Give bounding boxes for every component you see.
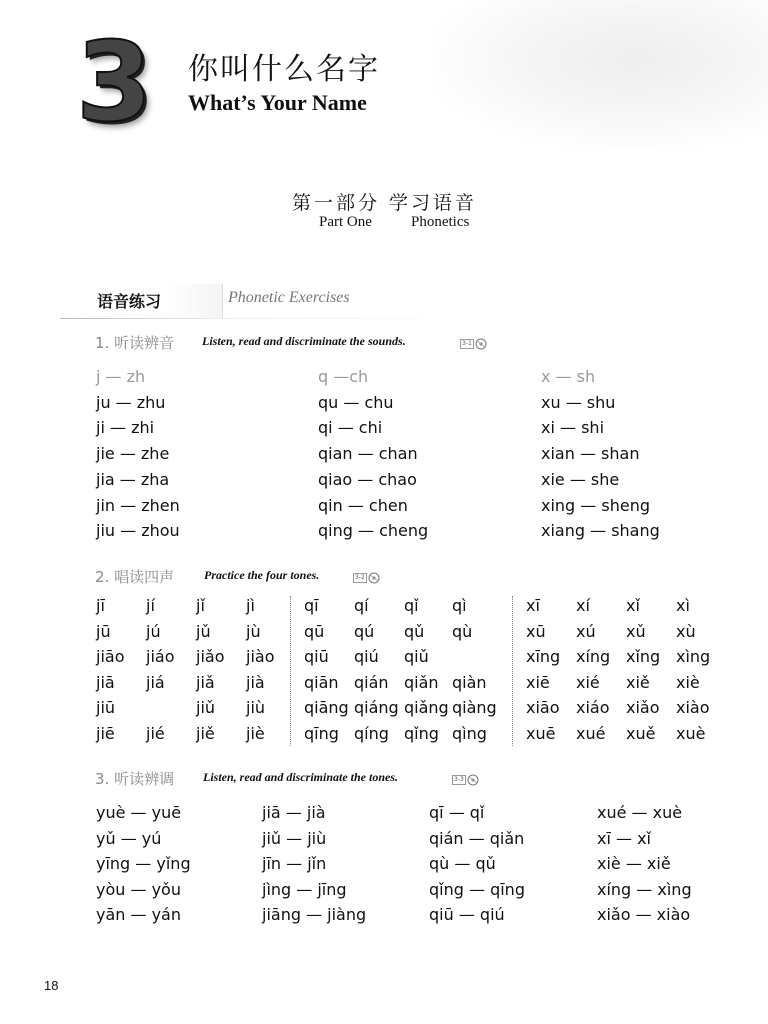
pinyin-item: qiáng — [354, 698, 399, 718]
pinyin-item: xiǎo — [626, 698, 660, 718]
pinyin-item: qián — qiǎn — [429, 828, 525, 848]
column-divider — [290, 596, 291, 746]
audio-track-number: 3-3 — [454, 775, 464, 783]
section-title-english: Phonetic Exercises — [228, 289, 350, 306]
pinyin-item: qiao — chao — [318, 469, 417, 489]
pinyin-item: xiang — shang — [541, 521, 660, 541]
pinyin-item: xú — [576, 621, 596, 641]
part-label-english: Part One — [319, 214, 372, 230]
exercise-3-instruction: Listen, read and discriminate the tones. — [203, 770, 399, 784]
pinyin-item: xī — [526, 596, 540, 615]
pinyin-item: qiū — [304, 647, 329, 667]
pinyin-item: yòu — yǒu — [96, 879, 181, 899]
pinyin-item: jià — [246, 672, 265, 692]
pinyin-item: qián — [354, 672, 389, 692]
header-background — [430, 0, 768, 150]
pinyin-item: qíng — [354, 724, 389, 743]
pinyin-item: jiǔ — jiù — [262, 828, 327, 848]
pinyin-item: yān — yán — [96, 905, 181, 924]
pinyin-item: xiē — [526, 672, 550, 692]
pinyin-item: jǔ — [196, 621, 211, 641]
pinyin-item: jú — [146, 621, 161, 641]
pinyin-item: jin — zhen — [96, 495, 180, 515]
pinyin-item: qing — cheng — [318, 521, 429, 541]
exercise-3-title: 3. 听读辨调 — [95, 770, 175, 788]
pinyin-item: jié — [146, 724, 165, 743]
exercise-1-title: 1. 听读辨音 — [95, 334, 175, 352]
pinyin-item: qiān — [304, 672, 339, 692]
pinyin-item: jí — [146, 596, 155, 615]
pinyin-item: yuè — yuē — [96, 803, 182, 822]
pinyin-item: yǔ — yú — [96, 828, 162, 848]
pinyin-item: xǔ — [626, 621, 646, 641]
pinyin-item: xing — sheng — [541, 495, 650, 515]
pinyin-item: qian — chan — [318, 444, 418, 464]
pinyin-item: j — zh — [96, 367, 146, 386]
pinyin-item: xué — [576, 724, 606, 743]
pinyin-item: jiā — jià — [262, 803, 326, 822]
pinyin-item: q —ch — [318, 367, 369, 386]
lesson-title-chinese: 你叫什么名字 — [188, 52, 380, 87]
pinyin-item: qìng — [452, 724, 487, 743]
audio-track-icon — [452, 769, 480, 783]
lesson-title-english: What’s Your Name — [188, 90, 367, 115]
pinyin-item: jiāo — [96, 647, 125, 667]
pinyin-item: xu — shu — [541, 392, 616, 412]
pinyin-item: xie — she — [541, 469, 620, 489]
pinyin-item: jì — [246, 596, 255, 615]
page-number: 18 — [44, 978, 59, 993]
pinyin-item: qiū — qiú — [429, 905, 505, 924]
pinyin-item: xiǎo — xiào — [597, 905, 691, 924]
pinyin-item: x — sh — [541, 367, 596, 386]
pinyin-item: jù — [246, 621, 261, 641]
pinyin-item: jǐ — [196, 596, 205, 615]
part-title-chinese: 第一部分 学习语音 — [292, 192, 478, 214]
pinyin-item: qì — [452, 596, 467, 615]
pinyin-item: ju — zhu — [96, 392, 166, 412]
pinyin-item: qù — [452, 621, 473, 641]
pinyin-item: xīng — [526, 647, 561, 667]
pinyin-item: qiǎng — [404, 698, 449, 718]
pinyin-item: jìng — jīng — [262, 879, 347, 899]
pinyin-item: jiē — [96, 724, 115, 743]
pinyin-item: xi — shi — [541, 418, 605, 438]
pinyin-item: xù — [676, 621, 696, 641]
audio-track-icon — [460, 333, 488, 347]
part-subtitle-english: Phonetics — [411, 214, 470, 230]
pinyin-item: qǔ — [404, 621, 425, 641]
pinyin-item: xū — [526, 621, 546, 641]
pinyin-item: qi — chi — [318, 418, 383, 438]
exercise-2-instruction: Practice the four tones. — [204, 568, 320, 582]
pinyin-item: jiè — [246, 724, 265, 743]
pinyin-item: xǐng — [626, 647, 661, 667]
pinyin-item: xuē — [526, 724, 556, 743]
pinyin-item: jiá — [146, 672, 165, 692]
pinyin-item: xuě — [626, 724, 656, 743]
pinyin-item: qǐng — qīng — [429, 879, 525, 899]
exercise-1-instruction: Listen, read and discriminate the sounds. — [202, 334, 406, 348]
pinyin-item: qú — [354, 621, 375, 641]
pinyin-item: xié — [576, 672, 600, 692]
pinyin-item: jiū — [96, 698, 116, 718]
section-title-chinese: 语音练习 — [97, 292, 162, 311]
pinyin-item: qǐ — [404, 596, 419, 615]
pinyin-item: xī — xǐ — [597, 828, 651, 848]
pinyin-item: xiáo — [576, 698, 610, 718]
audio-track-number: 3-1 — [462, 339, 472, 347]
pinyin-item: jiǎo — [196, 647, 225, 667]
pinyin-item: qiāng — [304, 698, 349, 718]
audio-track-number: 3-2 — [355, 573, 365, 581]
pinyin-item: jiù — [246, 698, 266, 718]
pinyin-item: qu — chu — [318, 392, 394, 412]
pinyin-item: jia — zha — [96, 469, 170, 489]
pinyin-item: qīng — [304, 724, 339, 743]
pinyin-item: jiu — zhou — [96, 521, 180, 541]
pinyin-item: jiǎ — [196, 672, 215, 692]
pinyin-item: xiāo — [526, 698, 560, 718]
pinyin-item: yīng — yǐng — [96, 854, 191, 873]
pinyin-item: qī — qǐ — [429, 803, 485, 822]
pinyin-item: xiào — [676, 698, 710, 718]
exercise-2-title: 2. 唱读四声 — [95, 568, 175, 586]
pinyin-item: xian — shan — [541, 444, 640, 464]
pinyin-item: qiàng — [452, 698, 497, 718]
pinyin-item: qù — qǔ — [429, 854, 496, 873]
pinyin-item: qin — chen — [318, 495, 408, 515]
section-divider — [60, 318, 480, 319]
pinyin-item: xiè — xiě — [597, 854, 671, 873]
pinyin-item: jiǔ — [196, 698, 216, 718]
pinyin-item: xǐ — [626, 596, 640, 615]
pinyin-item: qū — [304, 621, 325, 641]
pinyin-item: jiě — [196, 724, 215, 743]
pinyin-item: jīn — jǐn — [262, 854, 327, 873]
pinyin-item: jiào — [246, 647, 275, 667]
pinyin-item: xué — xuè — [597, 803, 683, 822]
pinyin-item: ji — zhi — [96, 418, 155, 438]
pinyin-item: xí — [576, 596, 590, 615]
pinyin-item: qiàn — [452, 672, 487, 692]
pinyin-item: qiú — [354, 647, 379, 667]
pinyin-item: xíng — [576, 647, 611, 667]
pinyin-item: qī — [304, 596, 319, 615]
pinyin-item: qiǔ — [404, 647, 429, 667]
pinyin-item: qiǎn — [404, 672, 439, 692]
pinyin-item: jiáo — [146, 647, 175, 667]
column-divider — [512, 596, 513, 746]
pinyin-item: xiè — [676, 672, 700, 692]
pinyin-item: jie — zhe — [96, 444, 170, 464]
pinyin-item: jī — [96, 596, 105, 615]
pinyin-item: qǐng — [404, 724, 439, 743]
pinyin-item: xiě — [626, 672, 650, 692]
pinyin-item: xì — [676, 596, 690, 615]
pinyin-item: xìng — [676, 647, 711, 667]
pinyin-item: xíng — xìng — [597, 879, 692, 899]
pinyin-item: jiāng — jiàng — [262, 905, 367, 924]
audio-track-icon — [353, 567, 381, 581]
pinyin-item: xuè — [676, 724, 706, 743]
pinyin-item: qí — [354, 596, 369, 615]
chapter-number: 3 — [76, 18, 153, 146]
pinyin-item: jū — [96, 621, 111, 641]
pinyin-item: jiā — [96, 672, 115, 692]
